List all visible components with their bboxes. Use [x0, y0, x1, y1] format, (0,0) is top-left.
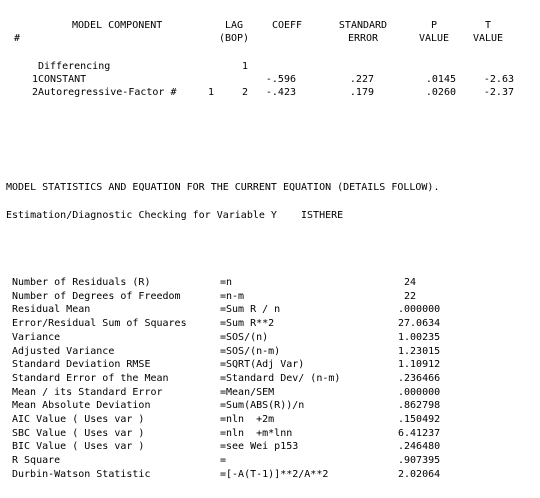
- stat-value: 1.00235: [398, 331, 441, 343]
- stat-value: .236466: [398, 372, 441, 384]
- stat-formula: =: [220, 455, 227, 467]
- header-coeff: COEFF: [271, 20, 303, 31]
- row-component: 1CONSTANT: [32, 74, 87, 85]
- stat-formula: =nln +2m: [220, 414, 275, 425]
- header-standard-1: STANDARD: [338, 20, 388, 31]
- stat-formula: =n: [220, 277, 233, 288]
- stat-formula: =n-m: [220, 290, 245, 302]
- stat-value: 22: [404, 290, 417, 302]
- row-stderr: .179: [349, 87, 374, 98]
- stat-formula: =Sum R / n: [220, 304, 281, 316]
- stat-formula: =SOS/(n): [220, 331, 269, 343]
- stat-value: 2.02064: [398, 468, 441, 480]
- stat-label: Adjusted Variance: [12, 345, 115, 357]
- header-model-component: MODEL COMPONENT: [72, 20, 163, 31]
- header-p-2: VALUE: [418, 33, 450, 44]
- stat-label: Standard Deviation RMSE: [12, 359, 151, 371]
- stat-label: Mean / its Standard Error: [12, 386, 163, 398]
- stat-label: Residual Mean: [12, 304, 91, 316]
- stat-value: 1.23015: [398, 345, 441, 357]
- row-coeff: -.596: [265, 74, 296, 85]
- stat-label: SBC Value ( Uses var ): [12, 427, 145, 439]
- stat-label: Number of Residuals (R): [12, 277, 151, 288]
- differencing-label: Differencing: [38, 61, 111, 72]
- stat-value: .246480: [398, 441, 441, 453]
- stat-value: 1.10912: [398, 359, 441, 371]
- stat-label: BIC Value ( Uses var ): [12, 441, 145, 453]
- stat-label: Error/Residual Sum of Squares: [12, 318, 187, 330]
- row-coeff: -.423: [265, 87, 296, 98]
- row-factor-number: 1: [208, 87, 215, 98]
- differencing-lag: 1: [242, 61, 249, 72]
- stat-value: .150492: [398, 414, 441, 425]
- stat-value: 6.41237: [398, 427, 441, 439]
- stat-formula: =Standard Dev/ (n-m): [220, 372, 341, 384]
- stat-value: .907395: [398, 455, 441, 467]
- header-p-1: P: [430, 20, 438, 31]
- stat-formula: =Mean/SEM: [220, 386, 275, 398]
- stat-label: Standard Error of the Mean: [12, 372, 169, 384]
- header-t-1: T: [484, 20, 492, 31]
- stat-formula: =nln +m*lnn: [220, 427, 293, 439]
- row-component: 2Autoregressive-Factor #: [32, 87, 177, 98]
- stat-value: .862798: [398, 400, 441, 412]
- header-standard-2: ERROR: [347, 33, 379, 44]
- header-lag-1: LAG: [224, 20, 244, 31]
- header-lag-2: (BOP): [218, 33, 250, 44]
- row-p: .0145: [425, 74, 456, 85]
- section-title: MODEL STATISTICS AND EQUATION FOR THE CURRENT EQUATION (DETAILS FOLLOW).: [6, 182, 440, 193]
- row-lag: 2: [242, 87, 249, 98]
- stat-value: 27.0634: [398, 318, 441, 330]
- stat-value: .000000: [398, 304, 441, 316]
- header-t-2: VALUE: [472, 33, 504, 44]
- stat-value: .000000: [398, 386, 441, 398]
- stat-label: Number of Degrees of Freedom: [12, 290, 181, 302]
- stat-label: Durbin-Watson Statistic: [12, 468, 151, 480]
- row-p: .0260: [425, 87, 456, 98]
- stat-label: Variance: [12, 331, 61, 343]
- stat-formula: =SQRT(Adj Var): [220, 359, 305, 371]
- row-stderr: .227: [349, 74, 374, 85]
- row-t: -2.37: [483, 87, 514, 98]
- stat-label: R Square: [12, 455, 61, 467]
- row-t: -2.63: [483, 74, 514, 85]
- stat-formula: =see Wei p153: [220, 441, 299, 453]
- stat-formula: =SOS/(n-m): [220, 345, 281, 357]
- estimation-line: Estimation/Diagnostic Checking for Variable Y ISTHERE: [6, 210, 344, 221]
- stat-formula: =[-A(T-1)]**2/A**2: [220, 468, 329, 480]
- header-hash: #: [14, 33, 21, 44]
- stat-value: 24: [404, 277, 417, 288]
- stat-formula: =Sum(ABS(R))/n: [220, 400, 305, 412]
- stat-label: AIC Value ( Uses var ): [12, 414, 145, 425]
- stat-label: Mean Absolute Deviation: [12, 400, 151, 412]
- stat-formula: =Sum R**2: [220, 318, 275, 330]
